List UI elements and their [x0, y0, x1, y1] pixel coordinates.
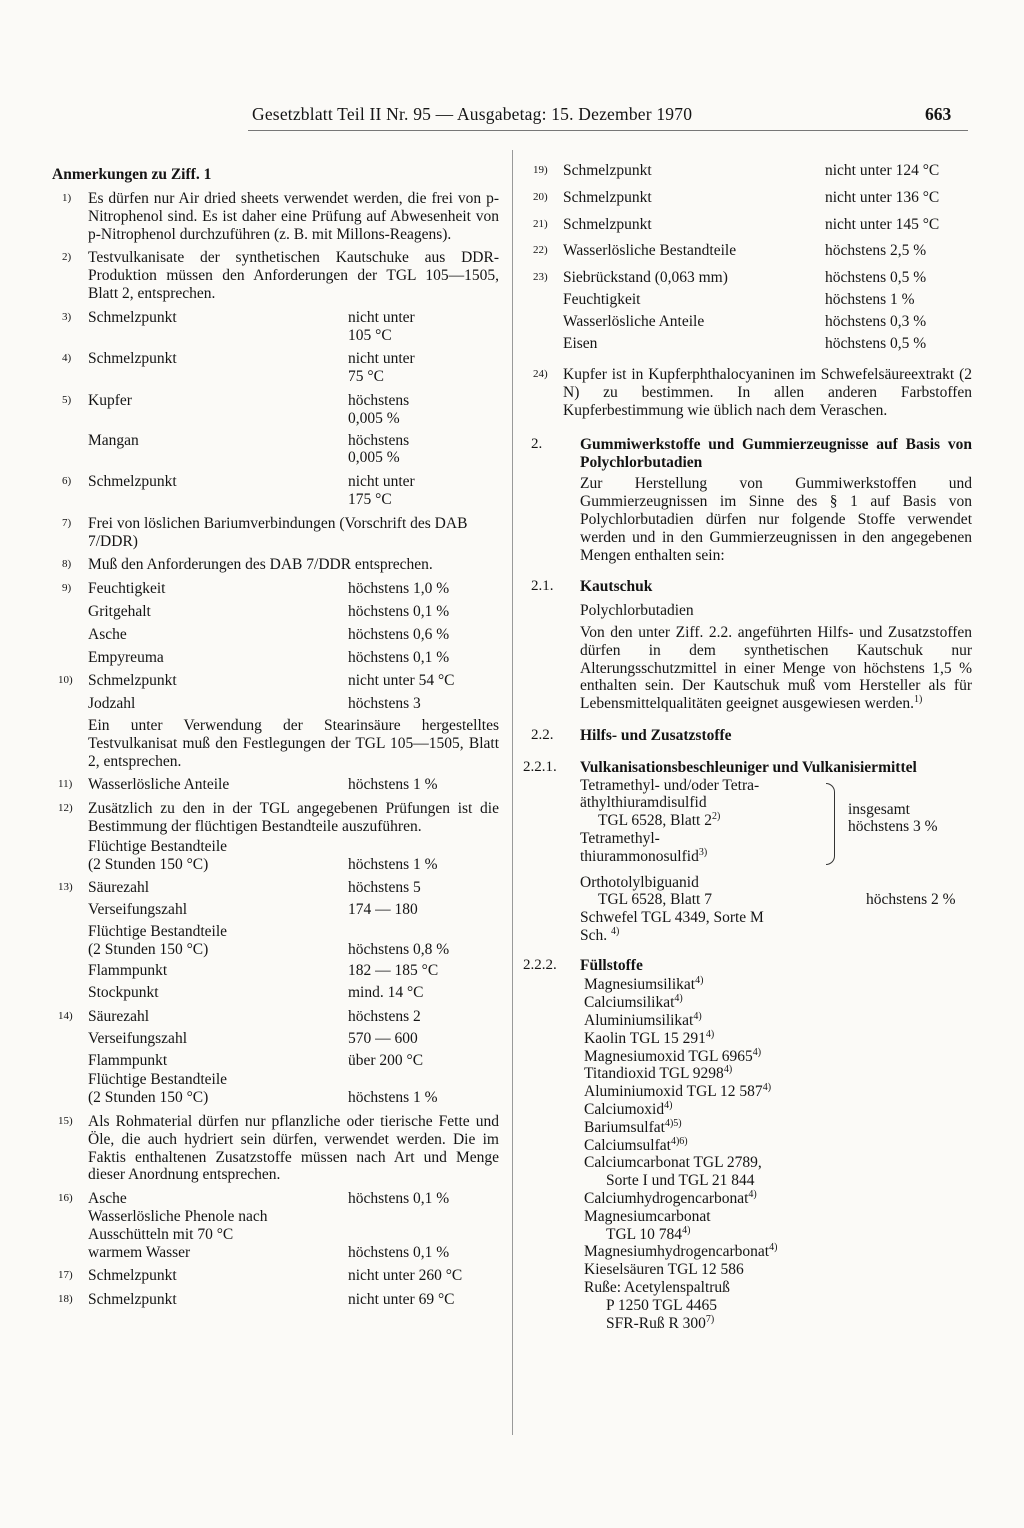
- footnote-ref: 4): [723, 1064, 733, 1076]
- note-label: Siebrückstand (0,063 mm): [563, 269, 728, 287]
- note-label: Säurezahl: [88, 879, 150, 897]
- note-12: [52, 800, 499, 873]
- footnote-ref: 4)6): [670, 1135, 688, 1147]
- section-title: Füllstoffe: [580, 956, 643, 974]
- filler-item: [584, 976, 972, 994]
- note-label: Feuchtigkeit: [88, 580, 166, 598]
- section-2-2: [527, 727, 972, 745]
- filler-list: [580, 976, 972, 1332]
- note-label: Mangan: [88, 431, 139, 449]
- note-label-2: (2 Stunden 150 °C): [88, 940, 209, 958]
- page-number: 663: [925, 104, 952, 124]
- note-value: höchstens 1 %: [348, 855, 438, 873]
- note-value: höchstens 0,1 %: [348, 648, 450, 666]
- note-label: Asche: [88, 1190, 127, 1208]
- note-value: höchstens 0,5 %: [825, 334, 927, 352]
- footnote-ref: 4): [705, 1028, 715, 1040]
- section-title: Hilfs- und Zusatzstoffe: [580, 726, 732, 744]
- note-label: Schmelzpunkt: [88, 308, 177, 326]
- filler-item: [584, 1172, 972, 1190]
- note-value: mind. 14 °C: [348, 984, 424, 1002]
- filler-name: Aluminiumsilikat: [584, 1012, 694, 1030]
- substance-line: TGL 6528, Blatt 7: [598, 891, 712, 909]
- note-value: 570 — 600: [348, 1029, 418, 1047]
- filler-item: [584, 994, 972, 1012]
- filler-name: Bariumsulfat: [584, 1118, 665, 1136]
- note-16: [52, 1190, 499, 1261]
- filler-name: Magnesiumsilikat: [584, 976, 696, 994]
- note-value: höchstens 1,0 %: [348, 580, 450, 598]
- note-number: 18): [58, 1293, 73, 1306]
- section-number: 2.: [531, 435, 543, 452]
- note-2: [52, 249, 499, 302]
- footnote-ref: 4)5): [664, 1117, 682, 1129]
- footnote-ref: 4): [611, 925, 620, 937]
- note-label: Empyreuma: [88, 648, 164, 666]
- note-17: [52, 1267, 499, 1285]
- section-2-2-2: [523, 956, 972, 1333]
- filler-name: SFR-Ruß R 300: [606, 1314, 706, 1332]
- note-7: [52, 515, 499, 551]
- note-21: [527, 216, 972, 234]
- note-20: [527, 189, 972, 207]
- note-label: Eisen: [563, 334, 598, 352]
- filler-item: [584, 1012, 972, 1030]
- note-label: Wasserlösliche Anteile: [563, 312, 705, 330]
- note-number: 22): [533, 244, 548, 257]
- accelerator-group: [580, 777, 972, 866]
- note-value-2: 0,005 %: [348, 409, 400, 427]
- section-2-2-1: [523, 758, 972, 945]
- note-value-2: 175 °C: [348, 490, 392, 508]
- notes-heading: Anmerkungen zu Ziff. 1: [52, 166, 212, 183]
- footnote-ref: 4): [674, 993, 683, 1005]
- filler-item: [584, 1065, 972, 1083]
- note-1: [52, 190, 499, 243]
- note-label: Stockpunkt: [88, 984, 159, 1002]
- note-value: höchstens: [348, 431, 410, 449]
- note-label: Schmelzpunkt: [563, 162, 652, 179]
- note-text: Als Rohmaterial dürfen nur pflanzliche oder tierische Fette und Öle, die auch hydriert sein dürfen, verwendet werden. Die im Faktis enthaltenen Zusatzstoffe müssen nach Art und Menge dieser Anordnung entsprechen.: [88, 1113, 499, 1184]
- filler-name: Aluminiumoxid TGL 12 587: [584, 1083, 763, 1101]
- filler-name: Magnesiumoxid TGL 6965: [584, 1047, 753, 1065]
- filler-name: Titandioxid TGL 9298: [584, 1065, 724, 1083]
- section-2: [527, 436, 972, 565]
- note-value: nicht unter: [348, 350, 415, 368]
- note-label: Flüchtige Bestandteile: [88, 837, 228, 855]
- note-label: Gritgehalt: [88, 602, 151, 620]
- section-number: 2.2.1.: [523, 758, 557, 775]
- note-number: 13): [58, 881, 73, 894]
- substance-line: TGL 6528, Blatt 2: [598, 812, 712, 830]
- note-label: warmem Wasser: [88, 1243, 191, 1261]
- note-3: [52, 309, 499, 345]
- filler-name: Calciumoxid: [584, 1101, 665, 1119]
- note-number: 24): [533, 368, 548, 381]
- section-title: Gummiwerkstoffe und Gummierzeugnisse auf Basis von Polychlorbutadien: [580, 435, 972, 471]
- note-label: Schmelzpunkt: [88, 1291, 177, 1309]
- note-value-2: 75 °C: [348, 368, 384, 386]
- filler-item: [584, 1048, 972, 1066]
- footnote-ref: 4): [769, 1242, 778, 1254]
- section-number: 2.2.2.: [523, 956, 557, 973]
- note-text: Muß den Anforderungen des DAB 7/DDR entsprechen.: [88, 556, 433, 574]
- note-number: 20): [533, 190, 548, 203]
- note-label: Flüchtige Bestandteile: [88, 1071, 228, 1089]
- footnote-ref: 2): [711, 810, 721, 822]
- section-2-1: [527, 578, 972, 713]
- note-label: Flüchtige Bestandteile: [88, 922, 228, 940]
- filler-item: [584, 1190, 972, 1208]
- footnote-ref: 4): [693, 1010, 702, 1022]
- filler-name: TGL 10 784: [606, 1225, 683, 1243]
- filler-name: Ruße: Acetylenspaltruß: [584, 1279, 730, 1297]
- footnote-ref: 4): [752, 1046, 762, 1058]
- note-22: [527, 242, 972, 260]
- note-value: höchstens 5: [348, 879, 421, 897]
- note-11: [52, 776, 499, 794]
- note-label: Ausschütteln mit 70 °C: [88, 1225, 234, 1243]
- note-14: [52, 1008, 499, 1107]
- section-text: Zur Herstellung von Gummiwerkstoffen und Gummierzeugnissen im Sinne des § 1 auf Basis von Polychlorbutadien dürfen nur folgende Stoffe verwendet werden und in den Gummierzeugnissen in den angegebenen Mengen enthalten sein:: [580, 475, 972, 564]
- note-15: [52, 1113, 499, 1184]
- note-value: höchstens 0,1 %: [348, 602, 450, 620]
- filler-item: [584, 1261, 972, 1279]
- substance-value: höchstens 2 %: [866, 891, 956, 909]
- note-number: 17): [58, 1269, 73, 1282]
- note-4: [52, 350, 499, 386]
- filler-item: [584, 1315, 972, 1333]
- note-label: Schmelzpunkt: [563, 215, 652, 233]
- note-number: 3): [62, 310, 72, 323]
- note-number: 4): [62, 352, 72, 365]
- note-label-2: (2 Stunden 150 °C): [88, 1089, 209, 1107]
- header-title: Gesetzblatt Teil II Nr. 95 — Ausgabetag: 15. Dezember 1970: [252, 104, 693, 124]
- note-10: [52, 672, 499, 770]
- note-text: Zusätzlich zu den in der TGL angegebenen Prüfungen ist die Bestimmung der flüchtigen Bestandteile auszuführen.: [88, 800, 499, 835]
- note-number: 19): [533, 164, 548, 176]
- grouping-brace: [826, 783, 835, 865]
- note-label: Säurezahl: [88, 1008, 150, 1026]
- column-divider: [512, 150, 513, 1435]
- note-label: Schmelzpunkt: [88, 1267, 177, 1285]
- brace-label-line: höchstens 3 %: [848, 818, 938, 836]
- brace-label-line: insgesamt: [848, 800, 910, 818]
- footnote-ref: 7): [705, 1313, 715, 1325]
- note-number: 11): [58, 778, 73, 791]
- section-title: Kautschuk: [580, 578, 653, 596]
- note-label: Flammpunkt: [88, 962, 168, 980]
- left-column: [52, 166, 499, 1309]
- footnote-ref: 3): [698, 846, 708, 858]
- note-number: 8): [62, 558, 72, 571]
- filler-name: Calciumhydrogencarbonat: [584, 1190, 749, 1208]
- substance-line: Schwefel TGL 4349, Sorte M: [580, 909, 764, 927]
- filler-item: [584, 1243, 972, 1261]
- filler-item: [584, 1297, 972, 1315]
- footnote-ref: 4): [748, 1188, 757, 1200]
- filler-item: [584, 1137, 972, 1155]
- filler-item: [584, 1208, 972, 1226]
- section-text: Von den unter Ziff. 2.2. angeführten Hilfs- und Zusatzstoffen dürfen in dem synthetischen Kautschuk nur Alterungsschutzmittel in einer Menge von höchstens 1,5 % enthalten sein. Der Kautschuk muß vom Hersteller als für Lebensmittelqualitäten geeignet ausgewiesen werden.: [580, 623, 972, 713]
- note-label: Flammpunkt: [88, 1051, 168, 1069]
- note-label: Schmelzpunkt: [88, 473, 177, 491]
- note-value: höchstens 0,5 %: [825, 269, 927, 287]
- note-value: 174 — 180: [348, 901, 418, 919]
- note-text: Ein unter Verwendung der Stearinsäure hergestelltes Testvulkanisat muß den Festlegungen der TGL 105—1505, Blatt 2, entsprechen.: [88, 716, 499, 770]
- note-8: [52, 556, 499, 574]
- note-value: höchstens 2: [348, 1008, 421, 1026]
- filler-name: Magnesiumhydrogencarbonat: [584, 1243, 770, 1261]
- note-19: [527, 162, 972, 180]
- note-number: 15): [58, 1115, 73, 1128]
- filler-name: Calciumsilikat: [584, 994, 675, 1012]
- section-number: 2.1.: [531, 578, 554, 595]
- note-number: 2): [62, 251, 72, 264]
- note-text: Kupfer ist in Kupferphthalocyaninen im Schwefelsäureextrakt (2 N) zu bestimmen. In allen anderen Farbstoffen Kupferbestimmung wie üblich nach dem Veraschen.: [563, 366, 972, 419]
- note-value: 182 — 185 °C: [348, 962, 439, 980]
- note-value-2: 105 °C: [348, 326, 392, 344]
- note-label: Asche: [88, 625, 127, 643]
- note-number: 23): [533, 271, 548, 284]
- note-value: höchstens 0,6 %: [348, 625, 450, 643]
- note-label: Wasserlösliche Bestandteile: [563, 242, 737, 260]
- footnote-ref: 4): [664, 1099, 673, 1111]
- substance-line: Tetramethyl- und/oder Tetra-: [580, 776, 760, 794]
- substance-line: thiurammonosulfid: [580, 847, 699, 865]
- note-number: 21): [533, 217, 548, 230]
- note-value: höchstens 1 %: [348, 776, 438, 794]
- note-label: Schmelzpunkt: [563, 188, 652, 206]
- filler-item: [584, 1119, 972, 1137]
- note-number: 7): [62, 516, 72, 529]
- note-value: höchstens 0,1 %: [348, 1243, 450, 1261]
- note-number: 9): [62, 582, 72, 595]
- filler-name: P 1250 TGL 4465: [606, 1296, 717, 1314]
- note-value: nicht unter 69 °C: [348, 1291, 455, 1309]
- note-label-2: (2 Stunden 150 °C): [88, 855, 209, 873]
- note-18: [52, 1291, 499, 1309]
- substance-line: Sch.: [580, 926, 608, 944]
- note-value: höchstens: [348, 391, 410, 409]
- note-value: nicht unter 124 °C: [825, 162, 940, 179]
- filler-item: [584, 1154, 972, 1172]
- note-value: höchstens 0,3 %: [825, 312, 927, 330]
- note-text: Testvulkanisate der synthetischen Kautschuke aus DDR-Produktion müssen den Anforderungen der TGL 105—1505, Blatt 2, entsprechen.: [88, 249, 499, 302]
- substance-line: äthylthiuramdisulfid: [580, 794, 707, 812]
- note-value: höchstens 0,1 %: [348, 1190, 450, 1208]
- filler-name: Kieselsäuren TGL 12 586: [584, 1261, 744, 1279]
- note-value: nicht unter: [348, 308, 415, 326]
- filler-item: [584, 1083, 972, 1101]
- header-rule: [248, 130, 968, 131]
- note-label: Schmelzpunkt: [88, 672, 177, 690]
- note-value: über 200 °C: [348, 1051, 424, 1069]
- footnote-ref: 4): [695, 975, 704, 987]
- note-label: Verseifungszahl: [88, 901, 187, 919]
- note-label: Jodzahl: [88, 695, 136, 713]
- note-value: höchstens 1 %: [825, 290, 915, 308]
- note-number: 12): [58, 802, 73, 815]
- note-5: [52, 392, 499, 467]
- note-value: nicht unter 136 °C: [825, 188, 940, 206]
- note-value-2: 0,005 %: [348, 449, 400, 467]
- filler-name: Kaolin TGL 15 291: [584, 1029, 706, 1047]
- brace-label: [848, 801, 938, 837]
- footnote-ref: 4): [682, 1224, 691, 1236]
- filler-item: [584, 1030, 972, 1048]
- filler-item: [584, 1101, 972, 1119]
- note-23: [527, 269, 972, 352]
- filler-name: Sorte I und TGL 21 844: [606, 1172, 755, 1190]
- note-24: [527, 366, 972, 419]
- note-text: Frei von löslichen Bariumverbindungen (Vorschrift des DAB 7/DDR): [88, 514, 468, 550]
- note-number: 1): [62, 192, 72, 204]
- note-value: höchstens 3: [348, 695, 421, 713]
- filler-name: Magnesiumcarbonat: [584, 1207, 711, 1225]
- note-number: 5): [62, 393, 72, 406]
- note-number: 10): [58, 674, 73, 687]
- section-number: 2.2.: [531, 726, 554, 743]
- note-label: Feuchtigkeit: [563, 290, 641, 308]
- note-value: nicht unter 145 °C: [825, 215, 940, 233]
- note-number: 16): [58, 1192, 73, 1205]
- note-label: Kupfer: [88, 391, 132, 409]
- note-label: Wasserlösliche Phenole nach: [88, 1208, 268, 1226]
- note-13: [52, 879, 499, 1002]
- substance-line: Orthotolylbiguanid: [580, 873, 699, 891]
- note-value: höchstens 1 %: [348, 1089, 438, 1107]
- right-column: [523, 162, 972, 1332]
- note-label: Schmelzpunkt: [88, 350, 177, 368]
- note-value: höchstens 2,5 %: [825, 242, 927, 260]
- note-number: 6): [62, 475, 72, 488]
- note-label: Verseifungszahl: [88, 1029, 187, 1047]
- note-text: Es dürfen nur Air dried sheets verwendet werden, die frei von p-Nitrophenol sind. Es ist daher eine Prüfung auf Abwesenheit von p-Nitrophenol durchzuführen (z. B. mit Millons-Reagens).: [88, 190, 499, 243]
- note-value: höchstens 0,8 %: [348, 940, 450, 958]
- note-label: Wasserlösliche Anteile: [88, 776, 230, 794]
- note-value: nicht unter 260 °C: [348, 1267, 463, 1285]
- note-value: nicht unter 54 °C: [348, 672, 455, 690]
- filler-name: Calciumsulfat: [584, 1136, 671, 1154]
- footnote-ref: 1): [913, 693, 923, 705]
- note-6: [52, 473, 499, 509]
- note-value: nicht unter: [348, 473, 415, 491]
- filler-item: [584, 1226, 972, 1244]
- section-title: Vulkanisationsbeschleuniger und Vulkanisiermittel: [580, 758, 917, 776]
- filler-item: [584, 1279, 972, 1297]
- substance-line: Tetramethyl-: [580, 829, 660, 847]
- filler-name: Calciumcarbonat TGL 2789,: [584, 1154, 762, 1172]
- note-number: 14): [58, 1010, 73, 1023]
- section-line: Polychlorbutadien: [580, 602, 694, 620]
- note-9: [52, 580, 499, 666]
- footnote-ref: 4): [762, 1082, 772, 1094]
